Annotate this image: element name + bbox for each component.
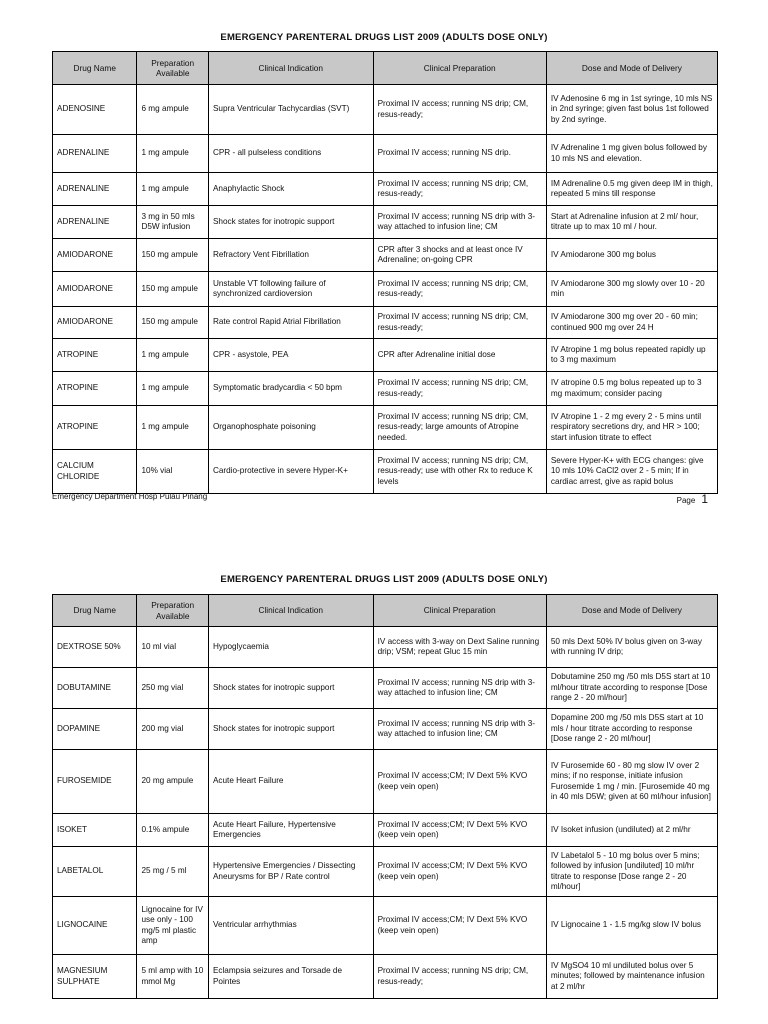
header-drug-name: Drug Name <box>53 595 137 627</box>
table-row <box>53 450 718 494</box>
clinical-preparation-cell: Proximal IV access; running NS drip; CM, resus-ready; <box>373 173 546 206</box>
preparation-cell: 150 mg ampule <box>137 272 208 307</box>
clinical-preparation-cell: Proximal IV access; running NS drip. <box>373 135 546 173</box>
table-row <box>53 372 718 406</box>
header-clinical-preparation: Clinical Preparation <box>373 595 546 627</box>
indication-cell: Shock states for inotropic support <box>208 206 373 239</box>
preparation-cell: 3 mg in 50 mls D5W infusion <box>137 206 208 239</box>
preparation-cell: 20 mg ampule <box>137 750 208 814</box>
drug-name-cell: ADRENALINE <box>53 135 137 173</box>
table-row <box>53 897 718 955</box>
document-title-page1: EMERGENCY PARENTERAL DRUGS LIST 2009 (ADULTS DOSE ONLY) <box>220 32 548 43</box>
dose-cell: IV Amiodarone 300 mg slowly over 10 - 20 min <box>546 272 717 307</box>
indication-cell: Symptomatic bradycardia < 50 bpm <box>208 372 373 406</box>
indication-cell: Shock states for inotropic support <box>208 668 373 709</box>
header-preparation-available: Preparation Available <box>137 52 208 85</box>
preparation-cell: 200 mg vial <box>137 709 208 750</box>
drug-name-cell: ATROPINE <box>53 406 137 450</box>
preparation-cell: 1 mg ampule <box>137 406 208 450</box>
drug-name-cell: ISOKET <box>53 814 137 847</box>
preparation-cell: 1 mg ampule <box>137 173 208 206</box>
preparation-cell: 1 mg ampule <box>137 339 208 372</box>
drug-name-cell: LABETALOL <box>53 847 137 897</box>
preparation-cell: 250 mg vial <box>137 668 208 709</box>
dose-cell: IV Adenosine 6 mg in 1st syringe, 10 mls NS in 2nd syringe; given fast bolus 1st followed by 2nd syringe. <box>546 85 717 135</box>
table-header-row <box>53 595 718 627</box>
drug-name-cell: AMIODARONE <box>53 272 137 307</box>
header-dose-delivery: Dose and Mode of Delivery <box>546 52 717 85</box>
table-row <box>53 339 718 372</box>
clinical-preparation-cell: Proximal IV access; running NS drip with 3-way attached to infusion line; CM <box>373 709 546 750</box>
table-row <box>53 814 718 847</box>
clinical-preparation-cell: CPR after 3 shocks and at least once IV Adrenaline; on-going CPR <box>373 239 546 272</box>
indication-cell: Supra Ventricular Tachycardias (SVT) <box>208 85 373 135</box>
header-clinical-preparation: Clinical Preparation <box>373 52 546 85</box>
table-row <box>53 173 718 206</box>
clinical-preparation-cell: Proximal IV access; running NS drip; CM, resus-ready; large amounts of Atropine needed. <box>373 406 546 450</box>
indication-cell: Acute Heart Failure <box>208 750 373 814</box>
table-row <box>53 750 718 814</box>
preparation-cell: Lignocaine for IV use only - 100 mg/5 ml plastic amp <box>137 897 208 955</box>
header-clinical-indication: Clinical Indication <box>208 595 373 627</box>
dose-cell: 50 mls Dext 50% IV bolus given on 3-way with running IV drip; <box>546 627 717 668</box>
drug-name-cell: MAGNESIUM SULPHATE <box>53 955 137 999</box>
clinical-preparation-cell: Proximal IV access; running NS drip; CM, resus-ready; <box>373 85 546 135</box>
dose-cell: IV Lignocaine 1 - 1.5 mg/kg slow IV bolus <box>546 897 717 955</box>
dose-cell: Start at Adrenaline infusion at 2 ml/ hour, titrate up to max 10 ml / hour. <box>546 206 717 239</box>
indication-cell: Ventricular arrhythmias <box>208 897 373 955</box>
dose-cell: IV Atropine 1 mg bolus repeated rapidly up to 3 mg maximum <box>546 339 717 372</box>
indication-cell: Cardio-protective in severe Hyper-K+ <box>208 450 373 494</box>
preparation-cell: 5 ml amp with 10 mmol Mg <box>137 955 208 999</box>
indication-cell: Acute Heart Failure, Hypertensive Emergencies <box>208 814 373 847</box>
drug-name-cell: AMIODARONE <box>53 307 137 339</box>
indication-cell: Rate control Rapid Atrial Fibrillation <box>208 307 373 339</box>
dose-cell: IV Adrenaline 1 mg given bolus followed by 10 mls NS and elevation. <box>546 135 717 173</box>
table-row <box>53 406 718 450</box>
indication-cell: Hypertensive Emergencies / Dissecting Aneurysms for BP / Rate control <box>208 847 373 897</box>
clinical-preparation-cell: IV access with 3-way on Dext Saline running drip; VSM; repeat Gluc 15 min <box>373 627 546 668</box>
dose-cell: IV MgSO4 10 ml undiluted bolus over 5 minutes; followed by maintenance infusion at 2 ml/hr <box>546 955 717 999</box>
indication-cell: Unstable VT following failure of synchronized cardioversion <box>208 272 373 307</box>
clinical-preparation-cell: Proximal IV access;CM; IV Dext 5% KVO (keep vein open) <box>373 814 546 847</box>
clinical-preparation-cell: CPR after Adrenaline initial dose <box>373 339 546 372</box>
footer-page-number: 1 <box>701 492 708 506</box>
clinical-preparation-cell: Proximal IV access; running NS drip; CM, resus-ready; <box>373 372 546 406</box>
table-row <box>53 627 718 668</box>
header-clinical-indication: Clinical Indication <box>208 52 373 85</box>
header-drug-name: Drug Name <box>53 52 137 85</box>
drug-name-cell: ATROPINE <box>53 339 137 372</box>
preparation-cell: 150 mg ampule <box>137 307 208 339</box>
preparation-cell: 1 mg ampule <box>137 135 208 173</box>
footer-page-label: Page <box>676 496 696 505</box>
drug-name-cell: CALCIUM CHLORIDE <box>53 450 137 494</box>
indication-cell: Eclampsia seizures and Torsade de Pointes <box>208 955 373 999</box>
table-row <box>53 135 718 173</box>
drug-table-page1 <box>52 51 718 494</box>
clinical-preparation-cell: Proximal IV access;CM; IV Dext 5% KVO (keep vein open) <box>373 897 546 955</box>
clinical-preparation-cell: Proximal IV access; running NS drip with 3-way attached to infusion line; CM <box>373 668 546 709</box>
drug-name-cell: ADRENALINE <box>53 206 137 239</box>
preparation-cell: 150 mg ampule <box>137 239 208 272</box>
header-dose-delivery: Dose and Mode of Delivery <box>546 595 717 627</box>
indication-cell: Refractory Vent Fibrillation <box>208 239 373 272</box>
header-preparation-available: Preparation Available <box>137 595 208 627</box>
preparation-cell: 1 mg ampule <box>137 372 208 406</box>
clinical-preparation-cell: Proximal IV access; running NS drip; CM, resus-ready; <box>373 307 546 339</box>
drug-name-cell: ATROPINE <box>53 372 137 406</box>
table-row <box>53 709 718 750</box>
preparation-cell: 10% vial <box>137 450 208 494</box>
dose-cell: IV Isoket infusion (undiluted) at 2 ml/hr <box>546 814 717 847</box>
clinical-preparation-cell: Proximal IV access; running NS drip; CM, resus-ready; use with other Rx to reduce K levels <box>373 450 546 494</box>
dose-cell: IV Furosemide 60 - 80 mg slow IV over 2 mins; if no response, initiate infusion Furosemide 1 mg / min. [Furosemide 40 mg in 40 mls D5W; given at 60 ml/hour infusion] <box>546 750 717 814</box>
drug-name-cell: DOBUTAMINE <box>53 668 137 709</box>
dose-cell: Severe Hyper-K+ with ECG changes: give 10 mls 10% CaCl2 over 2 - 5 min; If in cardiac arrest, give as rapid bolus <box>546 450 717 494</box>
dose-cell: IM Adrenaline 0.5 mg given deep IM in thigh, repeated 5 mins till response <box>546 173 717 206</box>
table-header-row <box>53 52 718 85</box>
clinical-preparation-cell: Proximal IV access;CM; IV Dext 5% KVO (keep vein open) <box>373 750 546 814</box>
dose-cell: Dobutamine 250 mg /50 mls D5S start at 10 ml/hour titrate according to response [Dose range 2 - 20 ml/hour] <box>546 668 717 709</box>
dose-cell: IV Amiodarone 300 mg bolus <box>546 239 717 272</box>
footer-department: Emergency Department Hosp Pulau Pinang <box>52 492 208 501</box>
page-footer-1 <box>52 492 718 506</box>
dose-cell: Dopamine 200 mg /50 mls D5S start at 10 mls / hour titrate according to response [Dose range 2 - 20 ml/hour] <box>546 709 717 750</box>
clinical-preparation-cell: Proximal IV access; running NS drip with 3-way attached to infusion line; CM <box>373 206 546 239</box>
indication-cell: CPR - asystole, PEA <box>208 339 373 372</box>
dose-cell: IV atropine 0.5 mg bolus repeated up to 3 mg maximum; consider pacing <box>546 372 717 406</box>
preparation-cell: 10 ml vial <box>137 627 208 668</box>
drug-table-page2 <box>52 594 718 999</box>
preparation-cell: 0.1% ampule <box>137 814 208 847</box>
drug-name-cell: FUROSEMIDE <box>53 750 137 814</box>
footer-page <box>677 492 708 506</box>
dose-cell: IV Amiodarone 300 mg over 20 - 60 min; continued 900 mg over 24 H <box>546 307 717 339</box>
table-row <box>53 206 718 239</box>
table-row <box>53 85 718 135</box>
drug-name-cell: ADENOSINE <box>53 85 137 135</box>
dose-cell: IV Atropine 1 - 2 mg every 2 - 5 mins until respiratory secretions dry, and HR > 100; start infusion titrate to effect <box>546 406 717 450</box>
table-row <box>53 955 718 999</box>
clinical-preparation-cell: Proximal IV access;CM; IV Dext 5% KVO (keep vein open) <box>373 847 546 897</box>
indication-cell: Organophosphate poisoning <box>208 406 373 450</box>
preparation-cell: 6 mg ampule <box>137 85 208 135</box>
drug-name-cell: ADRENALINE <box>53 173 137 206</box>
table-row <box>53 847 718 897</box>
drug-name-cell: DEXTROSE 50% <box>53 627 137 668</box>
indication-cell: Hypoglycaemia <box>208 627 373 668</box>
drug-name-cell: AMIODARONE <box>53 239 137 272</box>
drug-name-cell: DOPAMINE <box>53 709 137 750</box>
indication-cell: CPR - all pulseless conditions <box>208 135 373 173</box>
indication-cell: Shock states for inotropic support <box>208 709 373 750</box>
drug-name-cell: LIGNOCAINE <box>53 897 137 955</box>
clinical-preparation-cell: Proximal IV access; running NS drip; CM, resus-ready; <box>373 272 546 307</box>
dose-cell: IV Labetalol 5 - 10 mg bolus over 5 mins; followed by infusion [undiluted] 10 ml/hr titrate to response [Dose range 2 - 20 ml/hour] <box>546 847 717 897</box>
indication-cell: Anaphylactic Shock <box>208 173 373 206</box>
clinical-preparation-cell: Proximal IV access; running NS drip; CM, resus-ready; <box>373 955 546 999</box>
table-row <box>53 668 718 709</box>
preparation-cell: 25 mg / 5 ml <box>137 847 208 897</box>
document-title-page2: EMERGENCY PARENTERAL DRUGS LIST 2009 (ADULTS DOSE ONLY) <box>220 574 548 585</box>
table-row <box>53 239 718 272</box>
table-row <box>53 307 718 339</box>
table-row <box>53 272 718 307</box>
